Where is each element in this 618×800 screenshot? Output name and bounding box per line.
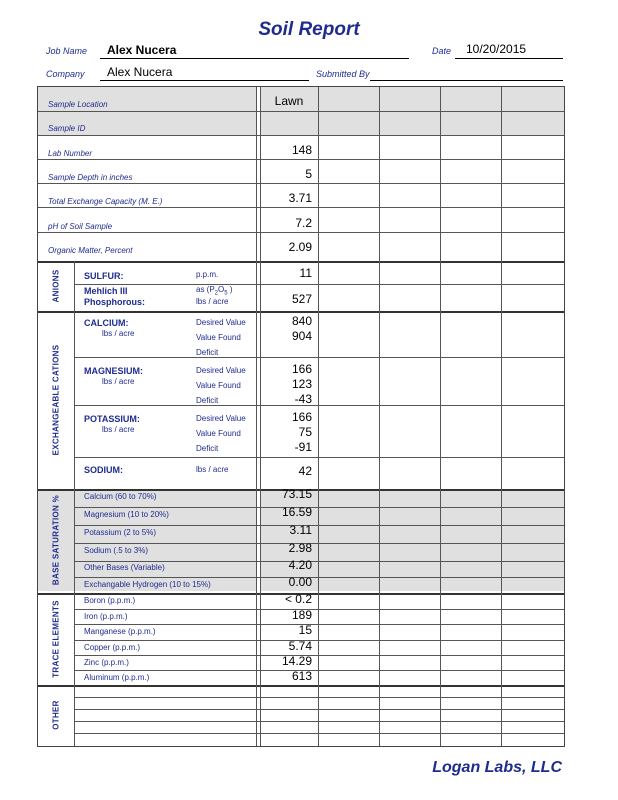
sample-location-value: Lawn bbox=[274, 94, 304, 108]
company-footer: Logan Labs, LLC bbox=[432, 759, 562, 776]
calcium-unit: lbs / acre bbox=[102, 329, 135, 338]
job-name-underline bbox=[100, 58, 409, 59]
phosphorous-unit: as ($P_2O_5$ ) bbox=[196, 285, 233, 297]
bs-potassium-value: 3.11 bbox=[289, 523, 312, 537]
boron-value: < 0.2 bbox=[284, 592, 312, 606]
sample-location-label: Sample Location bbox=[48, 100, 108, 109]
magnesium-desired-value: 166 bbox=[291, 362, 312, 376]
submitted-by-label: Submitted By bbox=[316, 69, 370, 79]
date-value: 10/20/2015 bbox=[466, 42, 527, 56]
magnesium-deficit-label: Deficit bbox=[196, 396, 219, 405]
bs-calcium-value: 73.15 bbox=[281, 487, 312, 501]
job-name-value: Alex Nucera bbox=[107, 43, 177, 57]
bs-hydrogen-value: 0.00 bbox=[288, 575, 312, 589]
calcium-found-label: Value Found bbox=[196, 333, 241, 342]
magnesium-desired-label: Desired Value bbox=[196, 366, 246, 375]
cations-section-label: EXCHANGEABLE CATIONS bbox=[51, 344, 61, 456]
sample-depth-label: Sample Depth in inches bbox=[48, 173, 133, 182]
potassium-label: POTASSIUM: bbox=[84, 414, 140, 424]
base-saturation-section-label: BASE SATURATION % bbox=[51, 494, 61, 586]
magnesium-unit: lbs / acre bbox=[102, 377, 135, 386]
organic-matter-value: 2.09 bbox=[288, 240, 312, 254]
phosphorous-label: Phosphorous: bbox=[84, 297, 145, 307]
report-form-grid bbox=[37, 86, 565, 747]
calcium-found-value: 904 bbox=[291, 329, 312, 343]
potassium-unit: lbs / acre bbox=[102, 425, 135, 434]
potassium-found-value: 75 bbox=[298, 425, 312, 439]
potassium-found-label: Value Found bbox=[196, 429, 241, 438]
bs-hydrogen-label: Exchangable Hydrogen (10 to 15%) bbox=[84, 580, 211, 589]
date-underline bbox=[455, 58, 563, 59]
copper-value: 5.74 bbox=[288, 639, 312, 653]
zinc-value: 14.29 bbox=[281, 654, 312, 668]
anions-section-label: ANIONS bbox=[51, 269, 61, 303]
lab-number-label: Lab Number bbox=[48, 149, 93, 158]
potassium-desired-label: Desired Value bbox=[196, 414, 246, 423]
ph-label: pH of Soil Sample bbox=[48, 222, 113, 231]
calcium-desired-value: 840 bbox=[291, 314, 312, 328]
iron-value: 189 bbox=[291, 608, 312, 622]
sodium-label: SODIUM: bbox=[84, 465, 123, 475]
calcium-desired-label: Desired Value bbox=[196, 318, 246, 327]
aluminum-label: Aluminum (p.p.m.) bbox=[84, 673, 150, 682]
potassium-desired-value: 166 bbox=[291, 410, 312, 424]
bs-sodium-label: Sodium (.5 to 3%) bbox=[84, 546, 149, 555]
bs-magnesium-value: 16.59 bbox=[281, 505, 312, 519]
tec-label: Total Exchange Capacity (M. E.) bbox=[48, 197, 163, 206]
manganese-label: Manganese (p.p.m.) bbox=[84, 627, 156, 636]
zinc-label: Zinc (p.p.m.) bbox=[84, 658, 129, 667]
company-underline bbox=[100, 80, 309, 81]
magnesium-deficit-value: -43 bbox=[294, 392, 312, 406]
calcium-deficit-label: Deficit bbox=[196, 348, 219, 357]
bs-magnesium-label: Magnesium (10 to 20%) bbox=[84, 510, 169, 519]
sodium-unit: lbs / acre bbox=[196, 465, 229, 474]
company-value: Alex Nucera bbox=[107, 65, 173, 79]
boron-label: Boron (p.p.m.) bbox=[84, 596, 136, 605]
tec-value: 3.71 bbox=[288, 191, 312, 205]
manganese-value: 15 bbox=[298, 623, 312, 637]
sulfur-value: 11 bbox=[299, 266, 312, 280]
iron-label: Iron (p.p.m.) bbox=[84, 612, 128, 621]
magnesium-label: MAGNESIUM: bbox=[84, 366, 143, 376]
magnesium-found-value: 123 bbox=[291, 377, 312, 391]
organic-matter-label: Organic Matter, Percent bbox=[48, 246, 133, 255]
bs-potassium-label: Potassium (2 to 5%) bbox=[84, 528, 157, 537]
trace-elements-section-label: TRACE ELEMENTS bbox=[51, 600, 61, 678]
mehlich-label: Mehlich III bbox=[84, 286, 128, 296]
other-section-label: OTHER bbox=[51, 700, 61, 730]
potassium-deficit-label: Deficit bbox=[196, 444, 219, 453]
potassium-deficit-value: -91 bbox=[294, 440, 312, 454]
company-label: Company bbox=[46, 69, 85, 79]
phosphorous-unit2: lbs / acre bbox=[196, 297, 229, 306]
bs-calcium-label: Calcium (60 to 70%) bbox=[84, 492, 157, 501]
sample-depth-value: 5 bbox=[305, 167, 312, 181]
bs-other-bases-label: Other Bases (Variable) bbox=[84, 563, 165, 572]
sample-id-label: Sample ID bbox=[48, 124, 86, 133]
lab-number-value: 148 bbox=[291, 143, 312, 157]
report-title: Soil Report bbox=[258, 19, 360, 40]
ph-value: 7.2 bbox=[295, 216, 312, 230]
sodium-value: 42 bbox=[298, 464, 312, 478]
sulfur-unit: p.p.m. bbox=[196, 270, 219, 279]
aluminum-value: 613 bbox=[291, 669, 312, 683]
sulfur-label: SULFUR: bbox=[84, 271, 124, 281]
bs-sodium-value: 2.98 bbox=[288, 541, 312, 555]
calcium-label: CALCIUM: bbox=[84, 318, 129, 328]
phosphorous-value: 527 bbox=[291, 292, 312, 306]
date-label: Date bbox=[432, 46, 452, 56]
submitted-by-underline bbox=[370, 80, 563, 81]
job-name-label: Job Name bbox=[46, 46, 88, 56]
magnesium-found-label: Value Found bbox=[196, 381, 241, 390]
copper-label: Copper (p.p.m.) bbox=[84, 643, 141, 652]
bs-other-bases-value: 4.20 bbox=[288, 558, 312, 572]
